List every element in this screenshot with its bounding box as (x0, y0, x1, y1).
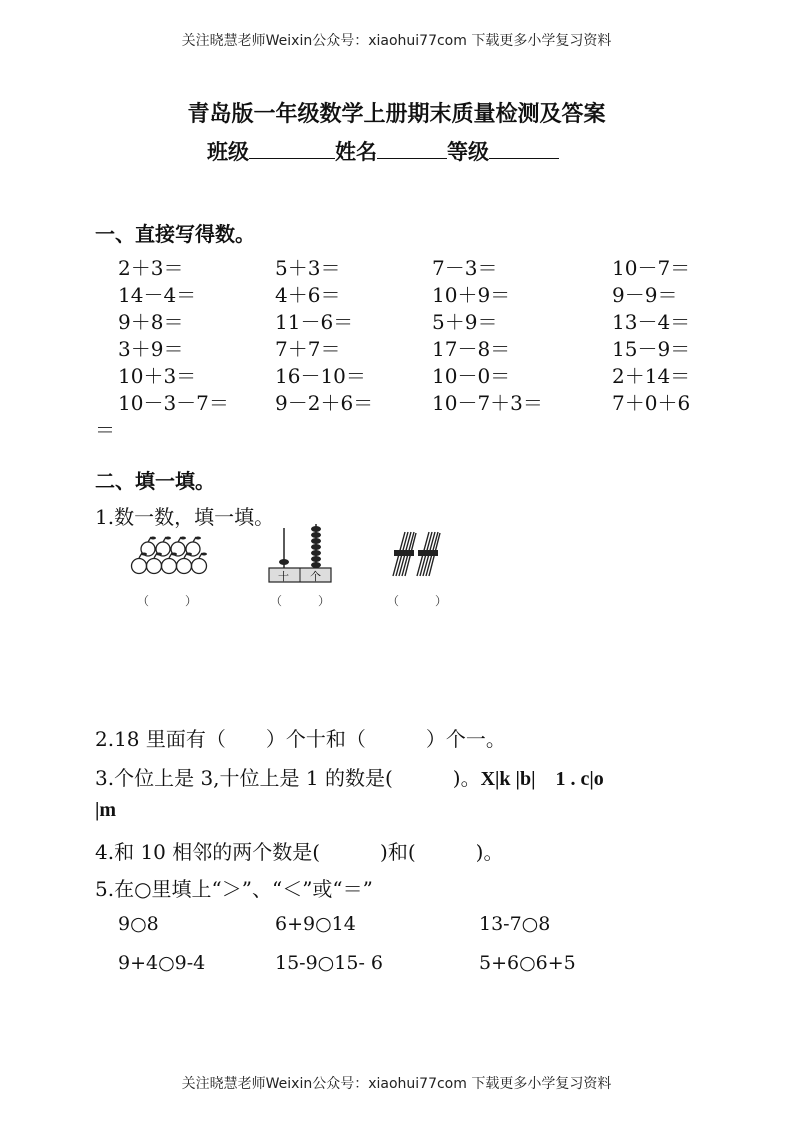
name-label: 姓名 (335, 139, 377, 164)
arith-item: 5＋9＝ (432, 310, 498, 334)
name-blank (377, 138, 447, 159)
arith-item: 10＋3＝ (118, 364, 197, 388)
class-blank (249, 138, 335, 159)
compare-item: 13-7○8 (479, 913, 551, 935)
section1-heading: 一、直接写得数。 (95, 222, 255, 246)
question-3-text: 3.个位上是 3,十位上是 1 的数是( )。 (95, 766, 481, 790)
page-header: 关注晓慧老师Weixin公众号：xiaohui77com 下载更多小学复习资料 (181, 33, 612, 49)
question-4: 4.和 10 相邻的两个数是( )和( )。 (95, 840, 504, 864)
arith-item: 7＋7＝ (275, 337, 341, 361)
arith-item: 9＋8＝ (118, 310, 184, 334)
section2-heading: 二、填一填。 (95, 469, 215, 493)
question-3-noise-wrap: |m (95, 799, 117, 821)
arith-item: 2＋14＝ (612, 364, 691, 388)
answer-paren-3: （ ） (387, 594, 448, 608)
class-label: 班级 (207, 139, 249, 164)
arith-item: 11－6＝ (275, 310, 354, 334)
arith-item: 10－7＝ (612, 256, 691, 280)
arith-item: 7＋0＋6 (612, 391, 691, 415)
arith-item: 10－3－7＝ (118, 391, 229, 415)
apples-image (128, 533, 216, 581)
answer-paren-2: （ ） (270, 594, 331, 608)
abacus-ones-label: 个 (310, 570, 321, 583)
arith-item: 16－10＝ (275, 364, 366, 388)
arith-item: 7－3＝ (432, 256, 498, 280)
arith-wrap-equals: ＝ (95, 418, 115, 442)
grade-label: 等级 (447, 139, 489, 164)
question-5: 5.在○里填上“＞”、“＜”或“＝” (95, 877, 373, 901)
arith-item: 2＋3＝ (118, 256, 184, 280)
page-footer: 关注晓慧老师Weixin公众号：xiaohui77com 下载更多小学复习资料 (181, 1076, 612, 1092)
arith-item: 9－2＋6＝ (275, 391, 374, 415)
arith-item: 14－4＝ (118, 283, 197, 307)
arith-item: 10＋9＝ (432, 283, 511, 307)
answer-paren-1: （ ） (137, 594, 198, 608)
arith-item: 10－7＋3＝ (432, 391, 543, 415)
compare-item: 15-9○15- 6 (275, 952, 383, 974)
arith-item: 13－4＝ (612, 310, 691, 334)
compare-item: 9○8 (118, 913, 159, 935)
abacus-image (268, 520, 332, 584)
arith-item: 3＋9＝ (118, 337, 184, 361)
question-2: 2.18 里面有（ ）个十和（ ）个一。 (95, 727, 506, 751)
info-line (207, 136, 559, 166)
abacus-tens-label: 十 (278, 570, 289, 583)
compare-item: 9+4○9-4 (118, 952, 206, 974)
grade-blank (489, 138, 559, 159)
question-3 (95, 762, 604, 791)
arith-item: 5＋3＝ (275, 256, 341, 280)
arith-item: 4＋6＝ (275, 283, 341, 307)
question-3-noise: X|k |b| 1 . c|o (480, 768, 604, 790)
arith-item: 15－9＝ (612, 337, 691, 361)
compare-item: 5+6○6+5 (479, 952, 576, 974)
stick-bundles-image (388, 528, 446, 580)
arith-item: 9－9＝ (612, 283, 678, 307)
compare-item: 6+9○14 (275, 913, 356, 935)
arith-item: 10－0＝ (432, 364, 511, 388)
page-title: 青岛版一年级数学上册期末质量检测及答案 (187, 101, 606, 127)
question-1: 1.数一数，填一填。 (95, 505, 275, 529)
arith-item: 17－8＝ (432, 337, 511, 361)
